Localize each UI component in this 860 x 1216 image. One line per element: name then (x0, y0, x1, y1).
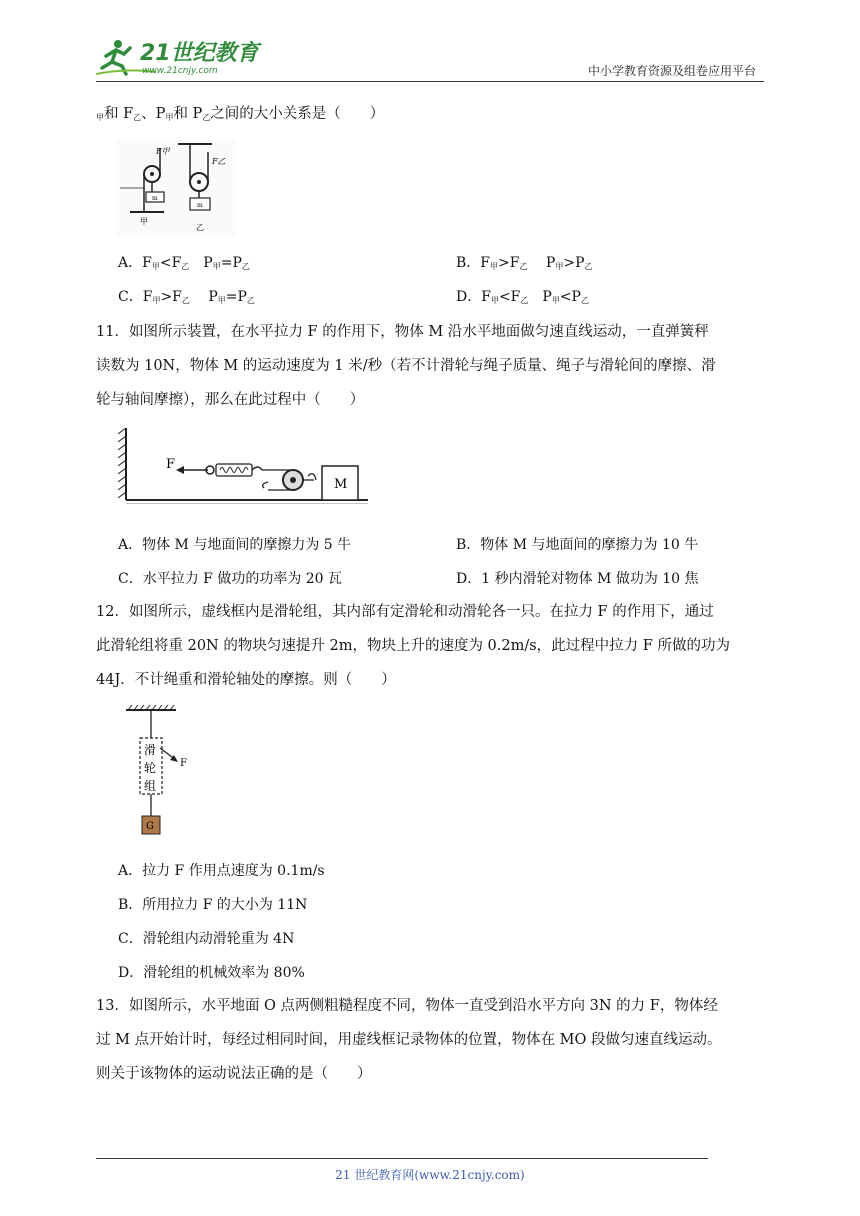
q11-block-label: M (334, 477, 348, 492)
q12-stem-line-1: 12．如图所示，虚线框内是滑轮组，其内部有定滑轮和动滑轮各一只。在拉力 F 的作用下，通过 (96, 604, 714, 620)
q10-option-b[interactable]: B．$F_甲>F_乙$ $P_甲>P_乙$ (456, 255, 593, 271)
q10-stem: $_甲$和 $F_乙$、$P_甲$和 $P_乙$之间的大小关系是（ ） (96, 106, 385, 122)
header-divider (96, 81, 764, 82)
q10-label-left: 甲 (140, 217, 148, 226)
q12-box-label-3: 组 (144, 779, 157, 793)
q11-option-b[interactable]: B．物体 M 与地面间的摩擦力为 10 牛 (456, 537, 699, 553)
q11-force-label: F (166, 457, 176, 472)
header-platform-text: 中小学教育资源及组卷应用平台 (587, 64, 756, 78)
q11-stem-line-2: 读数为 10N，物体 M 的运动速度为 1 米/秒（若不计滑轮与绳子质量、绳子与滑轮间的摩擦、滑 (96, 358, 716, 374)
q12-box-label-2: 轮 (144, 761, 157, 775)
q12-option-b[interactable]: B．所用拉力 F 的大小为 11N (118, 897, 308, 913)
q10-option-d[interactable]: D．$F_甲<F_乙$ $P_甲<P_乙$ (456, 289, 589, 305)
q13-stem-line-3: 则关于该物体的运动说法正确的是（ ） (96, 1066, 372, 1082)
q13-stem-line-1: 13．如图所示，水平地面 O 点两侧粗糙程度不同，物体一直受到沿水平方向 3N 的力 F，物体经 (96, 998, 718, 1014)
q11-stem-line-1: 11．如图所示装置，在水平拉力 F 的作用下，物体 M 沿水平地面做匀速直线运动，一直弹簧秤 (96, 324, 709, 340)
q12-option-c[interactable]: C．滑轮组内动滑轮重为 4N (118, 931, 295, 947)
logo-url: www.21cnjy.com (142, 66, 218, 76)
q12-stem-line-2: 此滑轮组将重 20N 的物块匀速提升 2m，物块上升的速度为 0.2m/s，此过程中拉力 F 所做的功为 (96, 638, 730, 654)
q10-pulley-figure (116, 140, 236, 236)
q11-spring-pulley-figure (118, 428, 372, 504)
q11-stem-line-3: 轮与轴间摩擦），那么在此过程中（ ） (96, 392, 365, 408)
footer-divider (96, 1158, 708, 1159)
q10-option-a[interactable]: A．$F_甲<F_乙$ $P_甲=P_乙$ (118, 255, 250, 271)
q10-mass-right: m (197, 202, 203, 209)
q12-box-label-1: 滑 (144, 743, 157, 757)
footer-text: 21 世纪教育网(www.21cnjy.com) (335, 1168, 525, 1182)
q10-force-right-label: F乙 (212, 157, 226, 166)
q10-option-c[interactable]: C．$F_甲>F_乙$ $P_甲=P_乙$ (118, 289, 255, 305)
q11-option-a[interactable]: A．物体 M 与地面间的摩擦力为 5 牛 (118, 537, 352, 553)
q12-option-d[interactable]: D．滑轮组的机械效率为 80% (118, 965, 305, 981)
q12-stem-line-3: 44J．不计绳重和滑轮轴处的摩擦。则（ ） (96, 672, 396, 688)
q11-option-c[interactable]: C．水平拉力 F 做功的功率为 20 瓦 (118, 571, 343, 587)
logo-text: 21世纪教育 (140, 41, 259, 66)
q13-stem-line-2: 过 M 点开始计时，每经过相同时间，用虚线框记录物体的位置，物体在 MO 段做匀速直线运动。 (96, 1032, 722, 1048)
q10-force-left-label: F甲 (156, 147, 170, 156)
q10-label-right: 乙 (196, 223, 204, 232)
site-logo (96, 36, 266, 78)
q11-option-d[interactable]: D．1 秒内滑轮对物体 M 做功为 10 焦 (456, 571, 699, 587)
q10-mass-left: m (152, 195, 158, 202)
q12-weight-label: G (146, 821, 154, 832)
q12-option-a[interactable]: A．拉力 F 作用点速度为 0.1m/s (118, 863, 325, 879)
q12-force-label: F (180, 758, 187, 769)
q12-pulley-box-figure (124, 704, 190, 838)
